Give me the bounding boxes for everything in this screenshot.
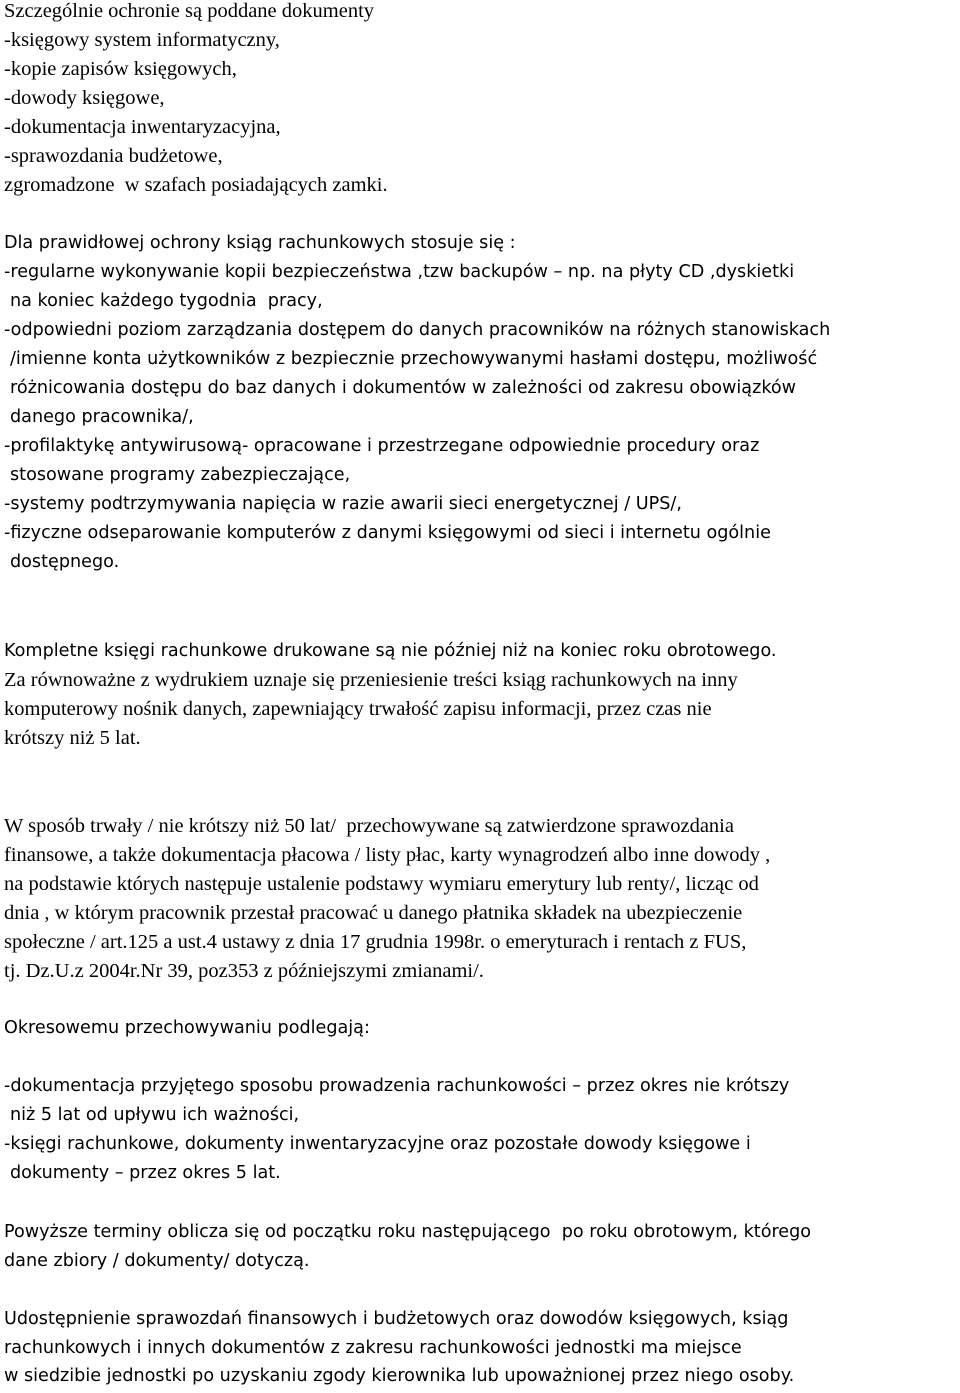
paragraph-line: danego pracownika/, — [10, 407, 194, 427]
paragraph-line: Za równoważne z wydrukiem uznaje się przeniesienie treści ksiąg rachunkowych na inny — [4, 669, 738, 691]
paragraph-line: finansowe, a także dokumentacja płacowa / listy płac, karty wynagrodzeń albo inne dowody , — [4, 844, 771, 866]
list-item: -dowody księgowe, — [4, 87, 165, 109]
paragraph-line: tj. Dz.U.z 2004r.Nr 39, poz353 z późniejszymi zmianami/. — [4, 960, 484, 982]
paragraph-line: Kompletne księgi rachunkowe drukowane są nie później niż na koniec roku obrotowego. — [4, 641, 777, 661]
paragraph-line: stosowane programy zabezpieczające, — [10, 465, 351, 485]
paragraph-line: -księgi rachunkowe, dokumenty inwentaryzacyjne oraz pozostałe dowody księgowe i — [4, 1134, 751, 1154]
paragraph-line: różnicowania dostępu do baz danych i dokumentów w zależności od zakresu obowiązków — [10, 378, 797, 398]
paragraph-line: Udostępnienie sprawozdań finansowych i budżetowych oraz dowodów księgowych, ksiąg — [4, 1309, 789, 1329]
paragraph-line: -systemy podtrzymywania napięcia w razie awarii sieci energetycznej / UPS/, — [4, 494, 682, 514]
paragraph-line: krótszy niż 5 lat. — [4, 727, 141, 749]
paragraph-line: na podstawie których następuje ustalenie podstawy wymiaru emerytury lub renty/, licząc od — [4, 873, 759, 895]
paragraph-line: -regularne wykonywanie kopii bezpieczeństwa ,tzw backupów – np. na płyty CD ,dyskietki — [4, 262, 795, 282]
paragraph-line: społeczne / art.125 a ust.4 ustawy z dnia 17 grudnia 1998r. o emeryturach i rentach z FUS, — [4, 931, 747, 953]
paragraph-line: dokumenty – przez okres 5 lat. — [10, 1163, 281, 1183]
paragraph-line: dane zbiory / dokumenty/ dotyczą. — [4, 1251, 310, 1271]
section-heading: Dla prawidłowej ochrony ksiąg rachunkowych stosuje się : — [4, 233, 516, 253]
paragraph-line: rachunkowych i innych dokumentów z zakresu rachunkowości jednostki ma miejsce — [4, 1338, 742, 1358]
paragraph-line: -odpowiedni poziom zarządzania dostępem do danych pracowników na różnych stanowiskach — [4, 320, 831, 340]
paragraph-line: -dokumentacja przyjętego sposobu prowadzenia rachunkowości – przez okres nie krótszy — [4, 1076, 790, 1096]
paragraph-line: /imienne konta użytkowników z bezpiecznie przechowywanymi hasłami dostępu, możliwość — [10, 349, 818, 369]
paragraph-line: -profilaktykę antywirusową- opracowane i przestrzegane odpowiednie procedury oraz — [4, 436, 760, 456]
list-item: -księgowy system informatyczny, — [4, 29, 280, 51]
paragraph-line: dnia , w którym pracownik przestał pracować u danego płatnika składek na ubezpieczenie — [4, 902, 743, 924]
paragraph-line: komputerowy nośnik danych, zapewniający trwałość zapisu informacji, przez czas nie — [4, 698, 712, 720]
section-heading: Okresowemu przechowywaniu podlegają: — [4, 1018, 370, 1038]
list-item: -kopie zapisów księgowych, — [4, 58, 237, 80]
list-item: -sprawozdania budżetowe, — [4, 145, 223, 167]
paragraph-line: Powyższe terminy oblicza się od początku roku następującego po roku obrotowym, którego — [4, 1222, 812, 1242]
paragraph-line: niż 5 lat od upływu ich ważności, — [10, 1105, 300, 1125]
list-item: -dokumentacja inwentaryzacyjna, — [4, 116, 281, 138]
paragraph-line: -fizyczne odseparowanie komputerów z danymi księgowymi od sieci i internetu ogólnie — [4, 523, 771, 543]
paragraph-line: w siedzibie jednostki po uzyskaniu zgody kierownika lub upoważnionej przez niego osoby. — [4, 1366, 795, 1386]
list-item: zgromadzone w szafach posiadających zamki. — [4, 174, 388, 196]
paragraph-line: na koniec każdego tygodnia pracy, — [10, 291, 323, 311]
paragraph-line: W sposób trwały / nie krótszy niż 50 lat/ przechowywane są zatwierdzone sprawozdania — [4, 815, 734, 837]
paragraph-line: dostępnego. — [10, 552, 120, 572]
section-heading: Szczególnie ochronie są poddane dokumenty — [4, 0, 375, 22]
